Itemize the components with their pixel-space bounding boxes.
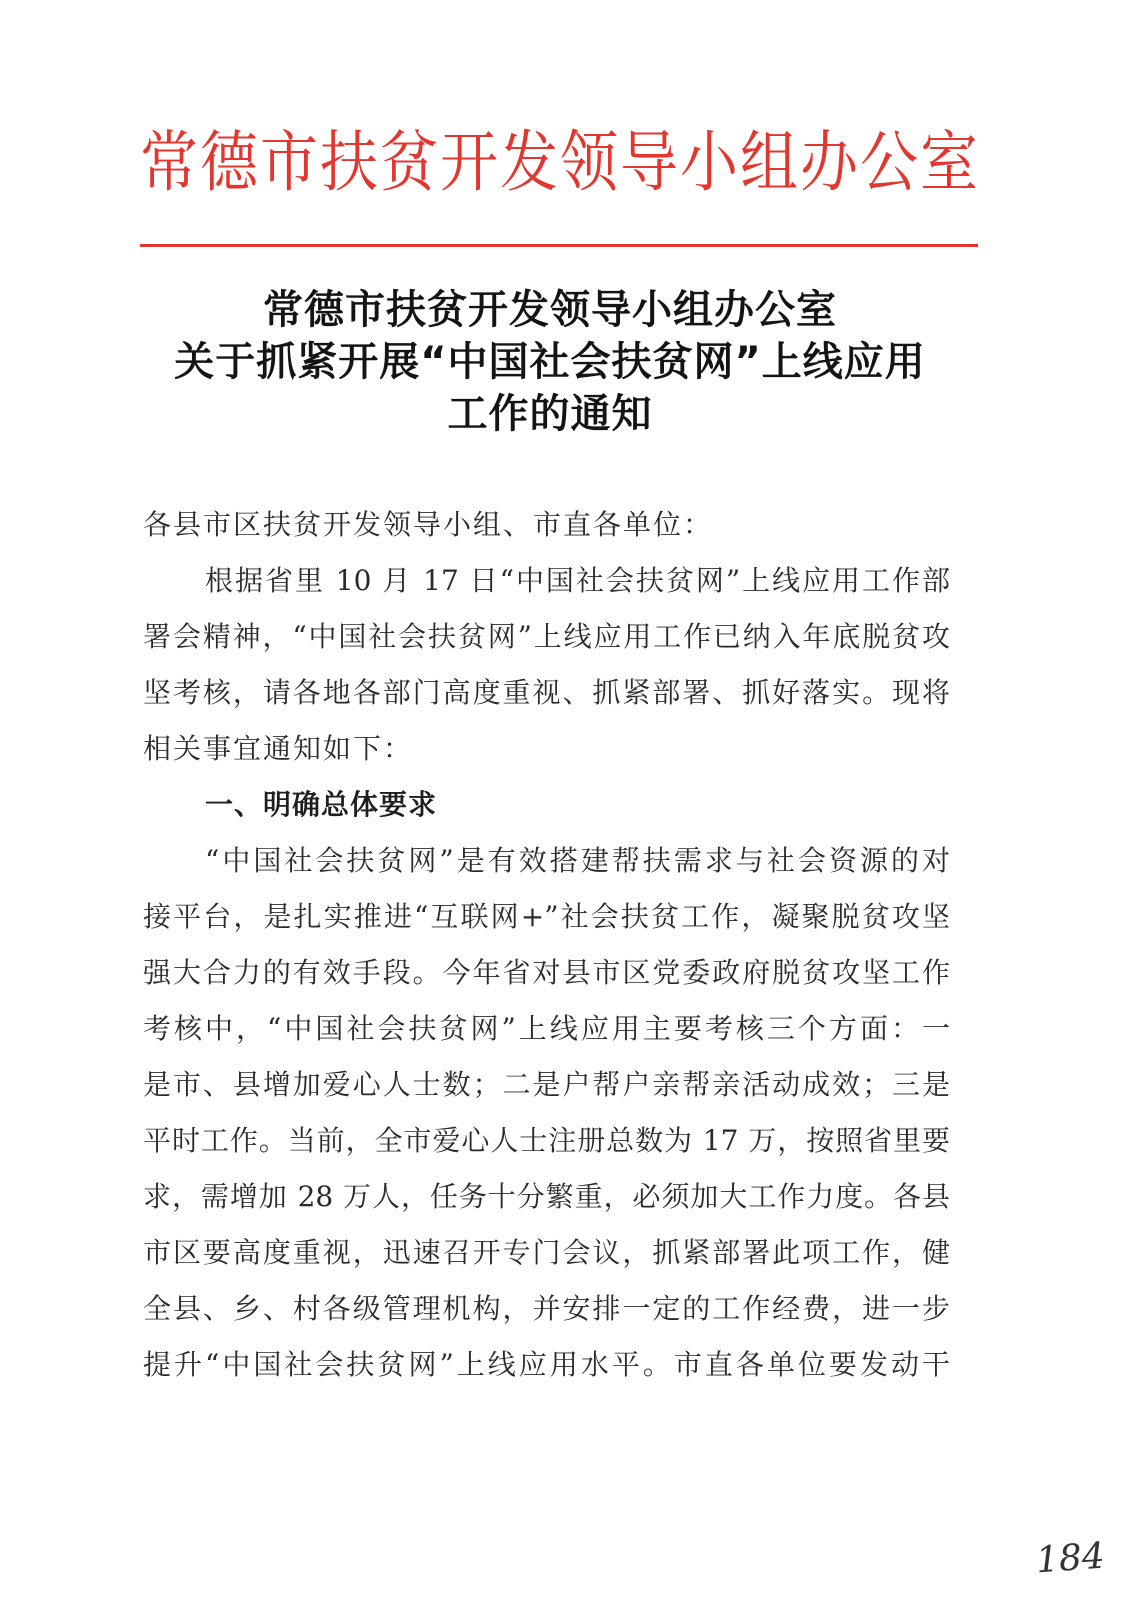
body-line: 平时工作。当前，全市爱心人士注册总数为 17 万，按照省里要: [143, 1124, 950, 1157]
body-line: “中国社会扶贫网”是有效搭建帮扶需求与社会资源的对: [205, 844, 950, 877]
title-line: 工作的通知: [447, 391, 653, 437]
document-title: [140, 284, 960, 440]
body-line: 相关事宜通知如下：: [143, 732, 414, 765]
letterhead-red-rule: [140, 244, 978, 247]
body-line: 市区要高度重视，迅速召开专门会议，抓紧部署此项工作，健: [143, 1236, 950, 1269]
document-body: [143, 497, 950, 1393]
salutation: 各县市区扶贫开发领导小组、市直各单位：: [143, 508, 714, 541]
body-line: 强大合力的有效手段。今年省对县市区党委政府脱贫攻坚工作: [143, 956, 950, 989]
title-line: 关于抓紧开展“中国社会扶贫网”上线应用: [174, 339, 926, 385]
title-line: 常德市扶贫开发领导小组办公室: [263, 287, 837, 333]
body-line: 根据省里 10 月 17 日“中国社会扶贫网”上线应用工作部: [205, 564, 950, 597]
body-line: 署会精神，“中国社会扶贫网”上线应用工作已纳入年底脱贫攻: [143, 620, 950, 653]
body-line: 接平台，是扎实推进“互联网+”社会扶贫工作，凝聚脱贫攻坚: [143, 900, 950, 933]
body-line: 提升“中国社会扶贫网”上线应用水平。市直各单位要发动干: [143, 1348, 950, 1381]
handwritten-page-number: 184: [1034, 1535, 1107, 1582]
letterhead-org-name: 常德市扶贫开发领导小组办公室: [140, 122, 978, 202]
body-line: 全县、乡、村各级管理机构，并安排一定的工作经费，进一步: [143, 1292, 950, 1325]
body-line: 考核中，“中国社会扶贫网”上线应用主要考核三个方面：一: [143, 1012, 950, 1045]
body-line: 是市、县增加爱心人士数；二是户帮户亲帮亲活动成效；三是: [143, 1068, 950, 1101]
body-line: 求，需增加 28 万人，任务十分繁重，必须加大工作力度。各县: [143, 1180, 950, 1213]
body-line: 坚考核，请各地各部门高度重视、抓紧部署、抓好落实。现将: [143, 676, 950, 709]
section-heading: 一、明确总体要求: [205, 788, 438, 821]
